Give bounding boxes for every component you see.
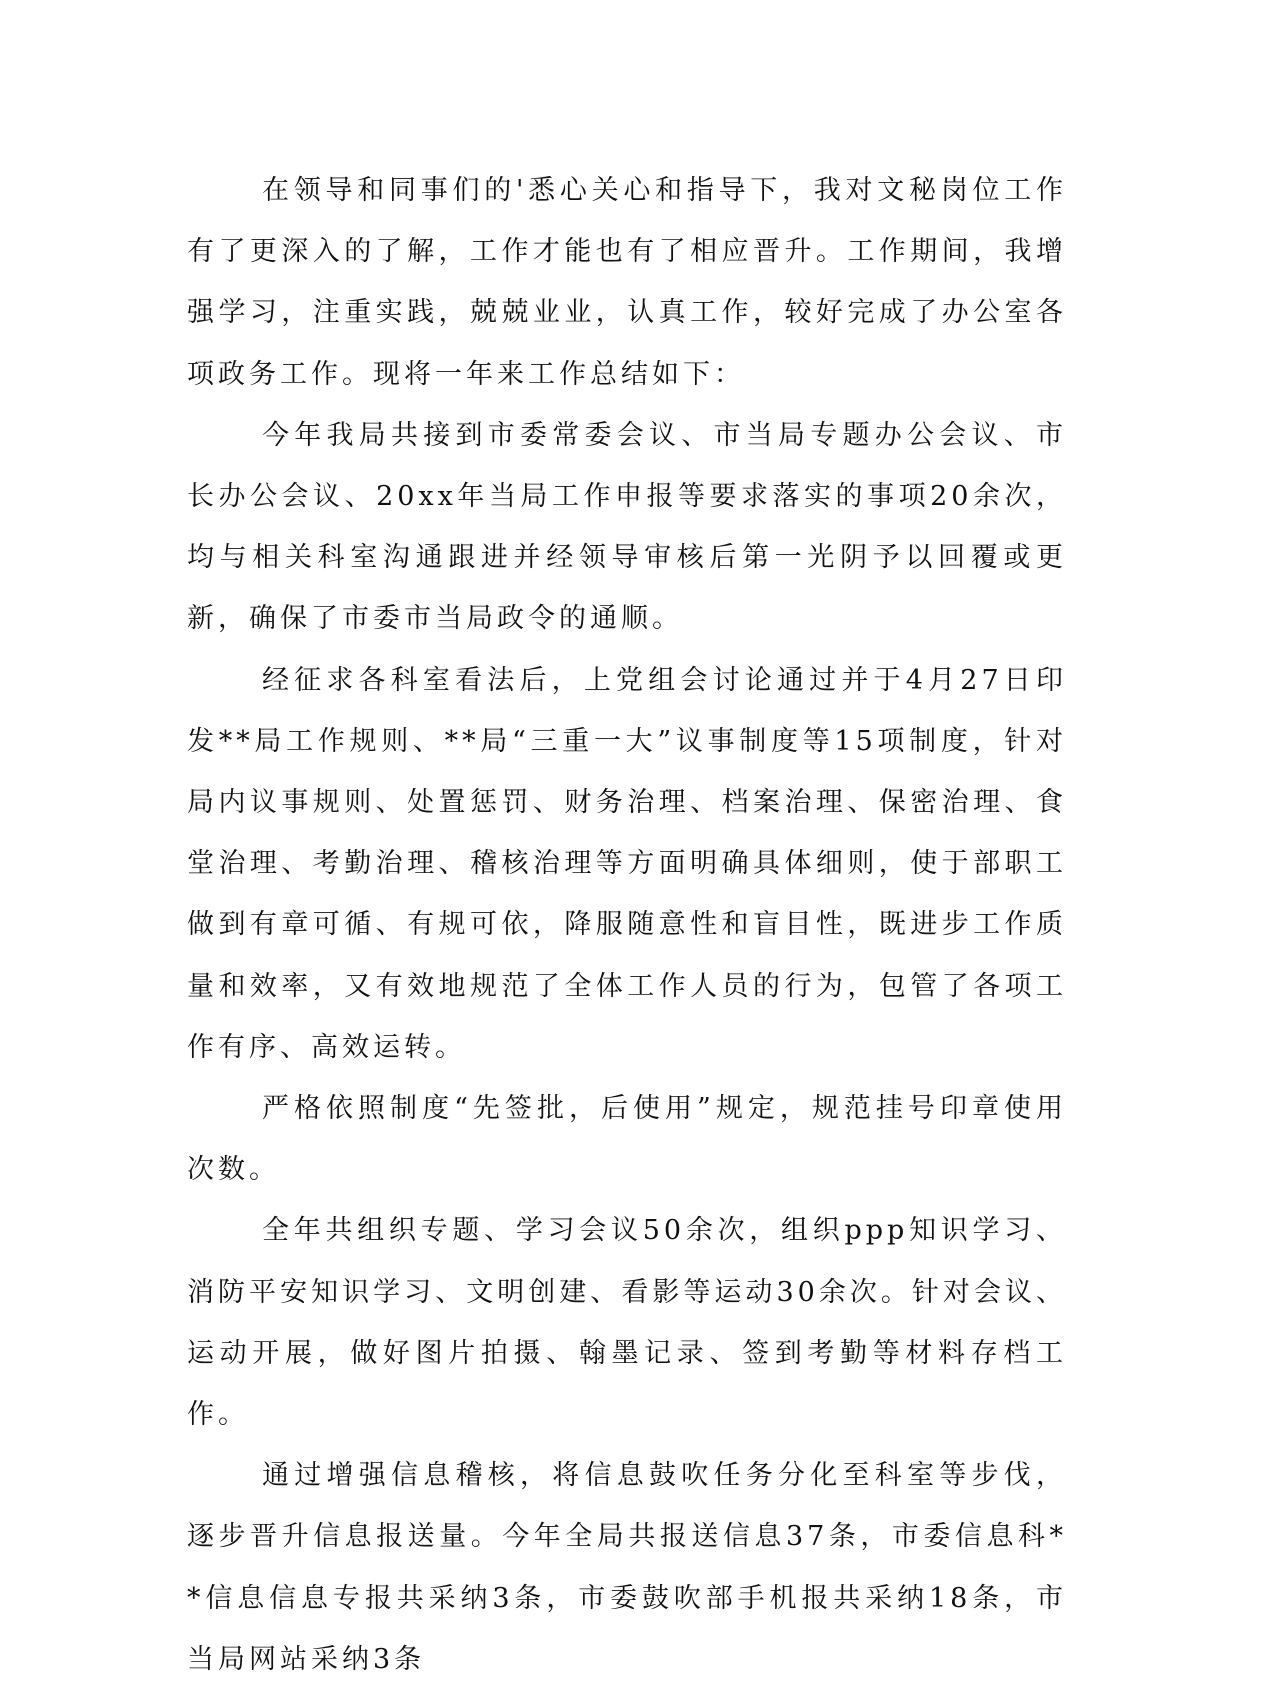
paragraph-seal-usage: 严格依照制度“先签批，后使用”规定，规范挂号印章使用次数。: [187, 1093, 1067, 1186]
document-body: [187, 160, 1067, 1690]
paragraph-information: 通过增强信息稽核，将信息鼓吹任务分化至科室等步伐，逐步晋升信息报送量。今年全局共报送信息37条，市委信息科**信息信息专报共采纳3条，市委鼓吹部手机报共采纳18条，市当局网站采纳3条: [187, 1460, 1067, 1675]
paragraph-regulations: 经征求各科室看法后，上党组会讨论通过并于4月27日印发**局工作规则、**局“三重一大”议事制度等15项制度，针对局内议事规则、处置惩罚、财务治理、档案治理、保密治理、食堂治理、考勤治理、稽核治理等方面明确具体细则，使于部职工做到有章可循、有规可依，降服随意性和盲目性，既进步工作质量和效率，又有效地规范了全体工作人员的行为，包管了各项工作有序、高效运转。: [187, 664, 1067, 1063]
paragraph-meetings: 今年我局共接到市委常委会议、市当局专题办公会议、市长办公会议、20xx年当局工作申报等要求落实的事项20余次，均与相关科室沟通跟进并经领导审核后第一光阴予以回覆或更新，确保了市委市当局政令的通顺。: [187, 419, 1067, 635]
paragraph-intro: 在领导和同事们的'悉心关心和指导下，我对文秘岗位工作有了更深入的了解，工作才能也有了相应晋升。工作期间，我增强学习，注重实践，兢兢业业，认真工作，较好完成了办公室各项政务工作。现将一年来工作总结如下：: [187, 175, 1067, 390]
paragraph-study-meetings: 全年共组织专题、学习会议50余次，组织ppp知识学习、消防平安知识学习、文明创建、看影等运动30余次。针对会议、运动开展，做好图片拍摄、翰墨记录、签到考勤等材料存档工作。: [187, 1215, 1067, 1431]
